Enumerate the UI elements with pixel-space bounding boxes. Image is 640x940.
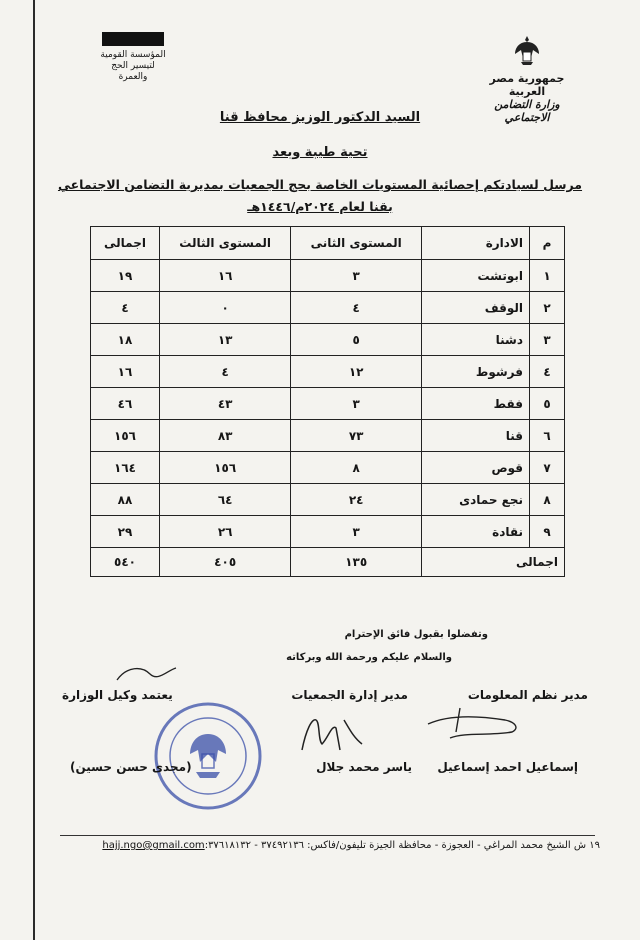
foundation-line-1: المؤسسة القومية (100, 50, 166, 60)
col-header-number: م (530, 227, 565, 260)
row-level2: ٣ (291, 388, 422, 420)
row-number: ٣ (530, 324, 565, 356)
subject (40, 174, 600, 218)
info-systems-name: إسماعيل احمد إسماعيل (437, 760, 578, 774)
row-number: ٨ (530, 484, 565, 516)
official-stamp-icon (152, 700, 264, 812)
row-department: فقط (422, 388, 530, 420)
row-number: ٩ (530, 516, 565, 548)
country-name: جمهورية مصر العربية (489, 72, 565, 98)
row-level2: ٥ (291, 324, 422, 356)
total-level2: ١٣٥ (291, 548, 422, 577)
total-level3: ٤٠٥ (159, 548, 290, 577)
closing-respect: وتفضلوا بقبول فائق الإحترام (344, 629, 488, 640)
row-total: ٤٦ (91, 388, 160, 420)
associations-name: ياسر محمد جلال (316, 760, 412, 774)
row-number: ٥ (530, 388, 565, 420)
row-department: ابوتشت (422, 260, 530, 292)
row-level3: ٨٣ (159, 420, 290, 452)
row-total: ١٦٤ (91, 452, 160, 484)
addressee (0, 110, 640, 125)
foundation-header (88, 32, 178, 83)
signature-associations (292, 710, 372, 760)
row-level3: ١٣ (159, 324, 290, 356)
foundation-line-3: والعمرة (118, 72, 148, 82)
row-total: ١٩ (91, 260, 160, 292)
footer-divider (60, 835, 595, 836)
row-department: نقادة (422, 516, 530, 548)
row-level2: ٣ (291, 516, 422, 548)
row-department: قوص (422, 452, 530, 484)
total-row (91, 548, 565, 577)
table-row (91, 484, 565, 516)
greeting-text: تحية طيبة وبعد (272, 145, 368, 160)
footer-email-link[interactable]: hajj.ngo@gmail.com (102, 840, 205, 851)
info-systems-title: مدير نظم المعلومات (467, 688, 588, 702)
table-row (91, 388, 565, 420)
row-level3: ٤ (159, 356, 290, 388)
table-row (91, 292, 565, 324)
total-label: اجمالى (422, 548, 565, 577)
footer-address: ١٩ ش الشيخ محمد المراغي - العجوزة - محافظة الجيزة تليفون/فاكس: ٣٧٤٩٢١٣٦ - ٣٧٦١٨١٣٢: (204, 840, 600, 851)
row-number: ٢ (530, 292, 565, 324)
row-number: ١ (530, 260, 565, 292)
deputy-name: (مجدى حسن حسين) (70, 760, 192, 774)
row-total: ١٨ (91, 324, 160, 356)
addressee-text: السيد الدكتور الوزيز محافظ قنا (219, 110, 421, 125)
row-level2: ٢٤ (291, 484, 422, 516)
row-total: ٢٩ (91, 516, 160, 548)
row-number: ٤ (530, 356, 565, 388)
row-level2: ١٢ (291, 356, 422, 388)
row-department: دشنا (422, 324, 530, 356)
greeting (0, 145, 640, 160)
subject-line-1: مرسل لسيادتكم إحصائية المستويات الخاصة بحج الجمعيات بمديرية التضامن الاجتماعي (57, 177, 583, 192)
signature-deputy-mark (112, 660, 182, 690)
col-header-level2: المستوى الثانى (291, 227, 422, 260)
row-department: قنا (422, 420, 530, 452)
row-level2: ٣ (291, 260, 422, 292)
row-department: نجع حمادى (422, 484, 530, 516)
total-overall: ٥٤٠ (91, 548, 160, 577)
table-row (91, 260, 565, 292)
row-total: ١٥٦ (91, 420, 160, 452)
row-level3: ٢٦ (159, 516, 290, 548)
footer (70, 840, 600, 851)
subject-line-2: بقنا لعام ٢٠٢٤م/١٤٤٦هـ (247, 199, 393, 214)
deputy-title: يعتمد وكيل الوزارة (62, 688, 173, 702)
row-total: ٨٨ (91, 484, 160, 516)
ministry-name: وزارة التضامن الاجتماعي (494, 98, 560, 124)
foundation-line-2: لتيسير الحج (111, 61, 155, 71)
row-level3: ٤٣ (159, 388, 290, 420)
page-border (33, 0, 35, 940)
associations-title: مدير إدارة الجمعيات (291, 688, 408, 702)
row-number: ٧ (530, 452, 565, 484)
row-level3: ٠ (159, 292, 290, 324)
table-row (91, 420, 565, 452)
statistics-table (90, 226, 565, 577)
row-level3: ٦٤ (159, 484, 290, 516)
row-department: الوقف (422, 292, 530, 324)
row-level2: ٧٣ (291, 420, 422, 452)
closing-salutation: والسلام عليكم ورحمة الله وبركاته (286, 652, 452, 663)
redaction-bar (102, 32, 164, 46)
row-level3: ١٥٦ (159, 452, 290, 484)
row-level3: ١٦ (159, 260, 290, 292)
row-level2: ٨ (291, 452, 422, 484)
table-row (91, 356, 565, 388)
row-level2: ٤ (291, 292, 422, 324)
row-total: ٤ (91, 292, 160, 324)
table-row (91, 516, 565, 548)
row-department: فرشوط (422, 356, 530, 388)
table-row (91, 452, 565, 484)
col-header-level3: المستوى الثالث (159, 227, 290, 260)
eagle-emblem-icon (513, 34, 541, 66)
col-header-department: الادارة (422, 227, 530, 260)
signature-info-systems (420, 702, 530, 742)
row-total: ١٦ (91, 356, 160, 388)
table-row (91, 324, 565, 356)
table-header-row (91, 227, 565, 260)
row-number: ٦ (530, 420, 565, 452)
col-header-total: اجمالى (91, 227, 160, 260)
